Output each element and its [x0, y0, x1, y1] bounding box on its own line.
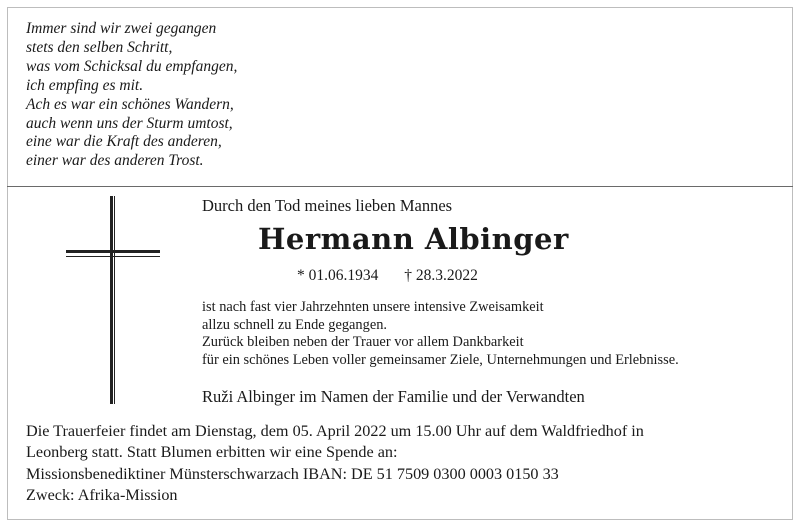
poem-line: auch wenn uns der Sturm umtost,: [26, 114, 233, 132]
service-info: [26, 421, 644, 506]
divider: [7, 186, 793, 187]
text-line: ist nach fast vier Jahrzehnten unsere intensive Zweisamkeit: [202, 299, 544, 315]
cross-icon: [66, 196, 166, 406]
birth-date: * 01.06.1934: [297, 267, 379, 284]
poem-line: stets den selben Schritt,: [26, 38, 173, 56]
service-line: Zweck: Afrika-Mission: [26, 485, 178, 504]
deceased-name: Hermann Albinger: [258, 222, 569, 256]
service-line: Missionsbenediktiner Münsterschwarzach IBAN: DE 51 7509 0300 0003 0150 33: [26, 464, 559, 483]
life-dates: [297, 267, 478, 285]
poem-line: was vom Schicksal du empfangen,: [26, 57, 238, 75]
intro-text: Durch den Tod meines lieben Mannes: [202, 196, 453, 215]
poem: [26, 20, 237, 171]
text-line: allzu schnell zu Ende gegangen.: [202, 316, 388, 333]
poem-line: eine war die Kraft des anderen,: [26, 133, 222, 151]
death-date: † 28.3.2022: [404, 267, 478, 284]
signature: Ruži Albinger im Namen der Familie und der Verwandten: [202, 387, 585, 406]
announcement-text: [202, 299, 679, 369]
poem-line: Ach es war ein schönes Wandern,: [26, 95, 234, 113]
service-line: Leonberg statt. Statt Blumen erbitten wir eine Spende an:: [26, 443, 398, 462]
text-line: für ein schönes Leben voller gemeinsamer Ziele, Unternehmungen und Erlebnisse.: [202, 351, 679, 368]
service-line: Die Trauerfeier findet am Dienstag, dem 05. April 2022 um 15.00 Uhr auf dem Waldfriedhof in: [26, 422, 644, 440]
poem-line: einer war des anderen Trost.: [26, 152, 204, 170]
text-line: Zurück bleiben neben der Trauer vor allem Dankbarkeit: [202, 334, 524, 350]
poem-line: Immer sind wir zwei gegangen: [26, 20, 217, 37]
poem-line: ich empfing es mit.: [26, 76, 144, 94]
